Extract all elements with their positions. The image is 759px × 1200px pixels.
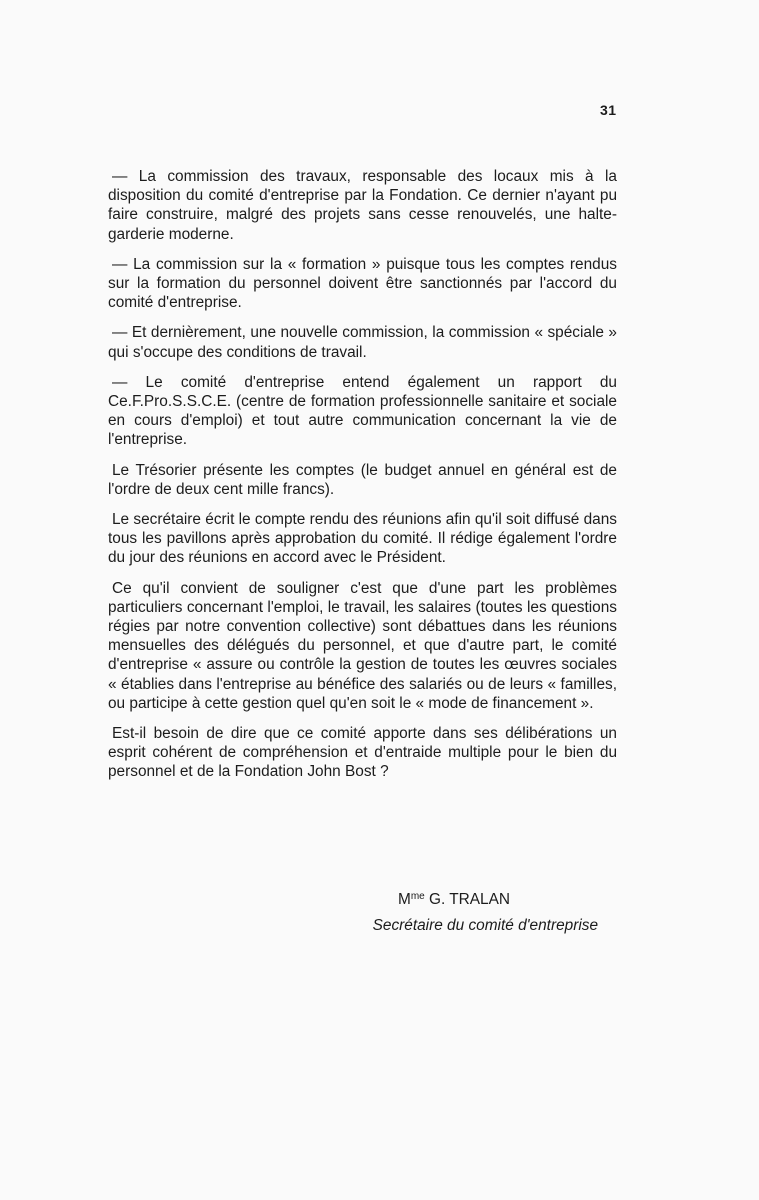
paragraph-secretaire: Le secrétaire écrit le compte rendu des réunions afin qu'il soit diffusé dans tous les pavillons après approbation du comité. Il rédige également l'ordre du jour des réunions en accord avec le Président. (108, 511, 617, 567)
signature-title-prefix: M (398, 891, 411, 908)
body-text (108, 167, 617, 793)
signature-block (108, 887, 598, 936)
paragraph-tresorier: Le Trésorier présente les comptes (le budget annuel en général est de l'ordre de deux cent mille francs). (108, 461, 617, 498)
paragraph-commission-travaux: — La commission des travaux, responsable des locaux mis à la disposition du comité d'entreprise par la Fondation. Ce dernier n'ayant pu faire construire, malgré des projets sans cesse renouvelés, une halte-garderie moderne. (108, 168, 617, 243)
signature-name: G. TRALAN (429, 891, 510, 908)
signature-title-sup: me (410, 891, 425, 902)
paragraph-commission-formation: — La commission sur la « formation » puisque tous les comptes rendus sur la formation du personnel doivent être sanctionnés par l'accord du comité d'entreprise. (108, 255, 617, 312)
paragraph-conclusion: Est-il besoin de dire que ce comité apporte dans ses délibérations un esprit cohérent de compréhension et d'entraide multiple pour le bien du personnel et de la Fondation John Bost ? (108, 725, 617, 781)
signature-name-line (108, 887, 598, 910)
page-number: 31 (600, 102, 617, 118)
signature-role: Secrétaire du comité d'entreprise (372, 917, 598, 934)
paragraph-rapport-cefpro: — Le comité d'entreprise entend également un rapport du Ce.F.Pro.S.S.C.E. (centre de formation professionnelle sanitaire et sociale en cours d'emploi) et tout autre communication concernant la vie de l'entreprise. (108, 373, 617, 449)
paragraph-commission-speciale: — Et dernièrement, une nouvelle commission, la commission « spéciale » qui s'occupe des conditions de travail. (108, 324, 617, 361)
paragraph-souligner: Ce qu'il convient de souligner c'est que d'une part les problèmes particuliers concernant l'emploi, le travail, les salaires (toutes les questions régies par notre convention collective) sont débattues dans les réunions mensuelles des délégués du personnel, et que d'autre part, le comité d'entreprise « assure ou contrôle la gestion de toutes les œuvres sociales « établies dans l'entreprise au bénéfice des salariés ou de leurs « familles, ou participe à cette gestion quel qu'en soit le « mode de financement ». (108, 579, 617, 712)
